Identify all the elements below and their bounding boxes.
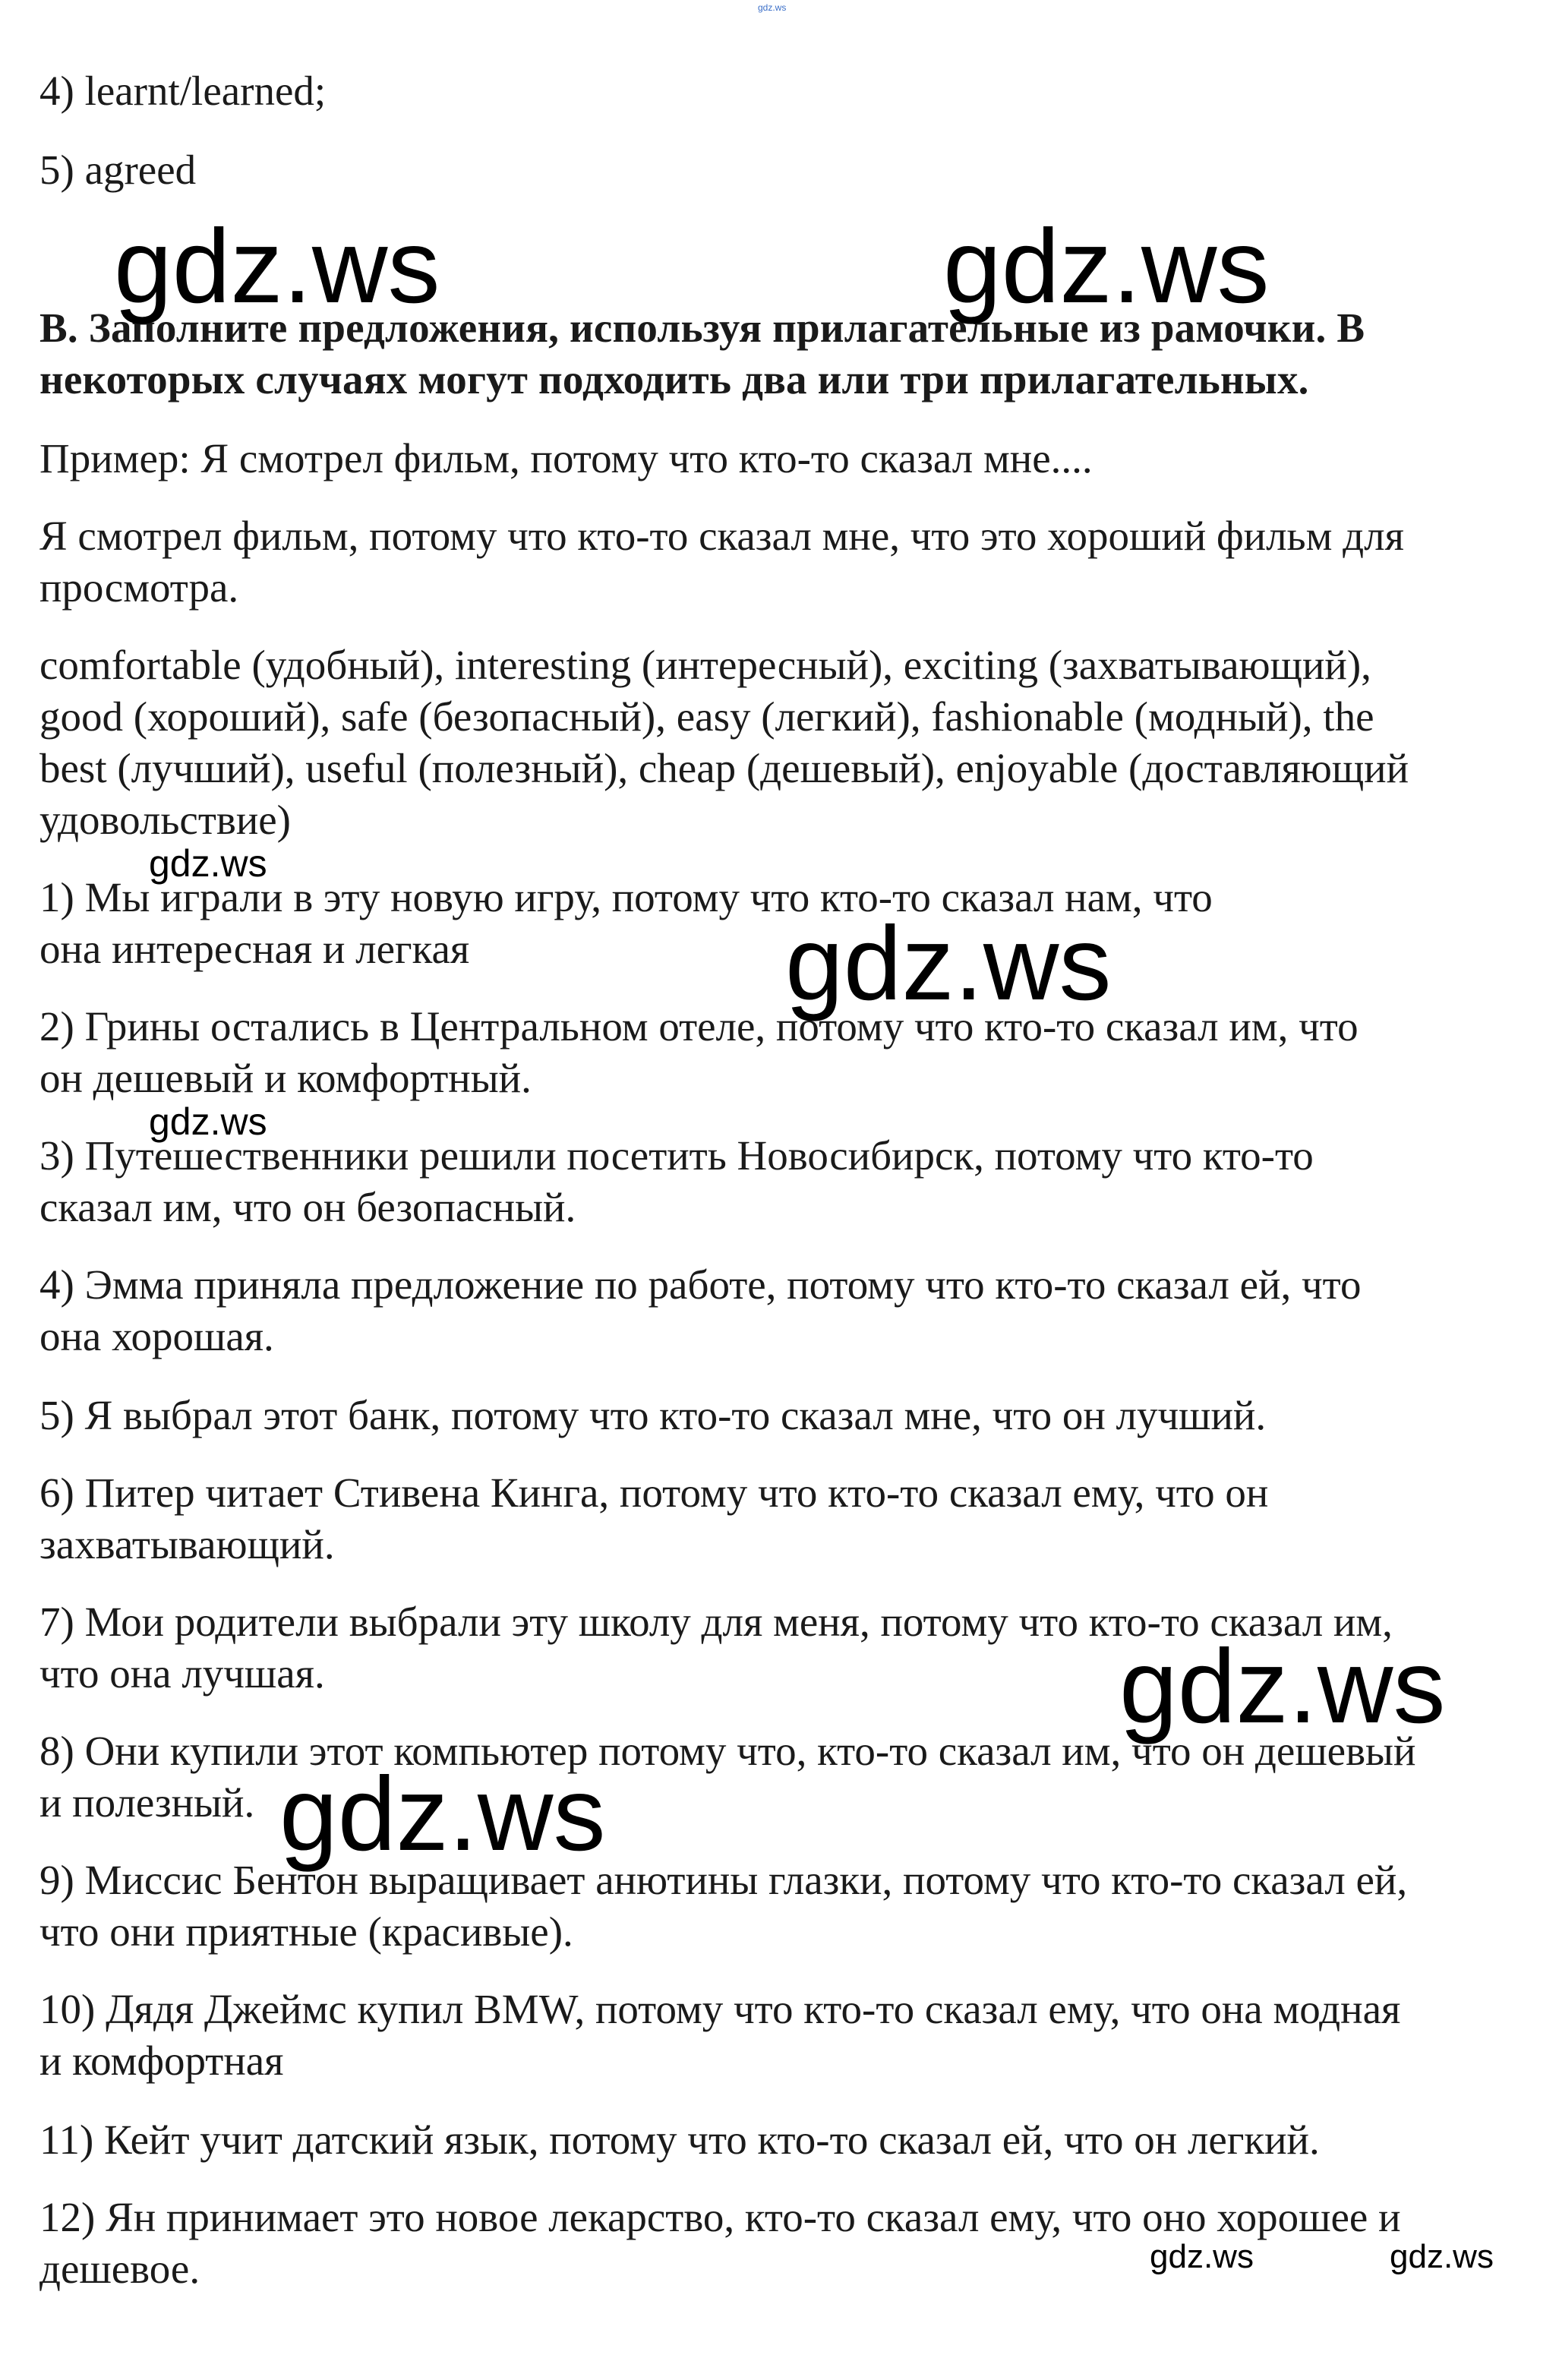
answer-line: 11) Кейт учит датский язык, потому что кто-то сказал ей, что он легкий. [39,2116,1320,2163]
answer-line: 5) Я выбрал этот банк, потому что кто-то сказал мне, что он лучший. [39,1392,1267,1438]
watermark: gdz.ws [279,1756,606,1873]
exercise-heading: некоторых случаях могут подходить два или три прилагательных. [39,356,1309,402]
answer-line: захватывающий. [39,1521,335,1567]
answer-line: сказал им, что он безопасный. [39,1184,576,1230]
answer-line: что они приятные (красивые). [39,1908,573,1955]
answer-line: 3) Путешественники решили посетить Новосибирск, потому что кто-то [39,1132,1314,1179]
watermark: gdz.ws [1150,2238,1254,2275]
answer-line: 10) Дядя Джеймс купил BMW, потому что кто-то сказал ему, что она модная [39,1986,1401,2032]
adjective-box: good (хороший), safe (безопасный), easy (легкий), fashionable (модный), the [39,693,1374,740]
answer-line: 1) Мы играли в эту новую игру, потому что кто-то сказал нам, что [39,874,1213,920]
answer-line: 6) Питер читает Стивена Кинга, потому что кто-то сказал ему, что он [39,1469,1269,1516]
watermark: gdz.ws [943,208,1270,325]
answer-line: она хорошая. [39,1313,274,1359]
answer-line: 7) Мои родители выбрали эту школу для меня, потому что кто-то сказал им, [39,1599,1393,1645]
answer-line: дешевое. [39,2246,200,2292]
watermark: gdz.ws [1390,2238,1494,2275]
answer-line: и полезный. [39,1779,255,1826]
answer-line: что она лучшая. [39,1650,325,1697]
exercise-heading: B. Заполните предложения, используя прилагательные из рамочки. В [39,305,1365,351]
answer-line: 5) agreed [39,147,197,193]
answer-line: 9) Миссис Бентон выращивает анютины глазки, потому что кто-то сказал ей, [39,1857,1408,1903]
answer-line: и комфортная [39,2038,284,2084]
answer-line: 12) Ян принимает это новое лекарство, кто-то сказал ему, что оно хорошее и [39,2194,1401,2240]
watermark: gdz.ws [114,208,440,325]
example-answer: Я смотрел фильм, потому что кто-то сказал мне, что это хороший фильм для [39,513,1404,559]
example-answer: просмотра. [39,564,239,611]
answer-line: она интересная и легкая [39,926,470,972]
example-line: Пример: Я смотрел фильм, потому что кто-то сказал мне.... [39,435,1093,481]
watermark: gdz.ws [1119,1628,1446,1745]
watermark: gdz.ws [149,842,267,885]
watermark: gdz.ws [785,905,1112,1022]
answer-line: 8) Они купили этот компьютер потому что, кто-то сказал им, что он дешевый [39,1728,1416,1774]
watermark: gdz.ws [149,1100,267,1143]
answer-line: 4) Эмма приняла предложение по работе, потому что кто-то сказал ей, что [39,1261,1362,1308]
watermark: gdz.ws [758,2,787,13]
answer-line: 4) learnt/learned; [39,68,327,114]
answer-line: 2) Грины остались в Центральном отеле, потому что кто-то сказал им, что [39,1003,1359,1050]
adjective-box: best (лучший), useful (полезный), cheap (дешевый), enjoyable (доставляющий [39,745,1409,791]
adjective-box: удовольствие) [39,797,291,843]
adjective-box: comfortable (удобный), interesting (интересный), exciting (захватывающий), [39,642,1371,688]
answer-line: он дешевый и комфортный. [39,1055,532,1101]
